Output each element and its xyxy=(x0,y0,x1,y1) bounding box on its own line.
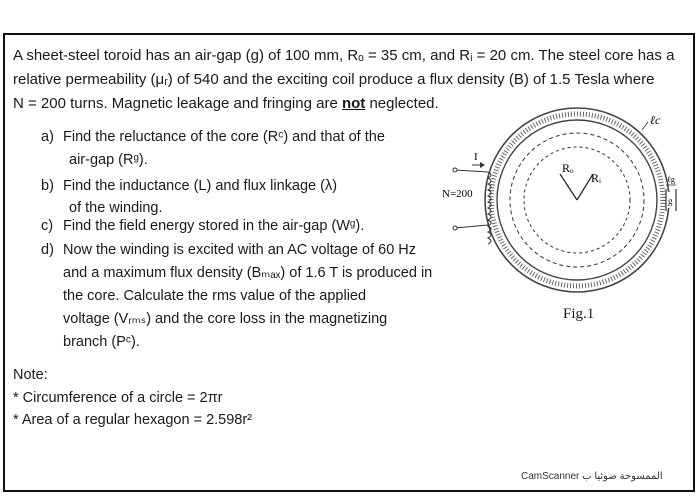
question-b xyxy=(41,176,337,196)
terminal-top xyxy=(453,168,457,172)
question-b-line-2: of the winding. xyxy=(69,200,163,216)
ro-label: Rₒ xyxy=(562,161,574,175)
camscanner-watermark: CamScanner الممسوحة ضوئيا ب xyxy=(521,471,663,482)
note-item-2: * Area of a regular hexagon = 2.598r² xyxy=(13,412,253,428)
current-arrowhead xyxy=(480,162,485,168)
intro-line-3 xyxy=(13,94,439,114)
turns-label: N=200 xyxy=(442,188,473,200)
question-d-line-3: the core. Calculate the rms value of the applied xyxy=(63,288,367,304)
radius-ro xyxy=(560,174,577,200)
question-d-line-1: Now the winding is excited with an AC voltage of 60 Hz xyxy=(63,242,417,258)
lead-top xyxy=(455,170,488,172)
question-d xyxy=(41,240,416,260)
lc-label: ℓc xyxy=(650,113,661,127)
intro-line-1: A sheet-steel toroid has an air-gap (g) of 100 mm, Rₒ = 35 cm, and Rᵢ = 20 cm. The steel core has a xyxy=(13,47,675,64)
question-d-line-2: and a maximum flux density (Bₘₐₓ) of 1.6 T is produced in xyxy=(63,265,433,281)
question-d-line-4: voltage (Vᵣₘₛ) and the core loss in the magnetizing xyxy=(63,311,388,327)
lc-leader xyxy=(642,122,648,130)
question-a-label: a) xyxy=(41,129,54,145)
question-a-line-2: air-gap (Rᵍ). xyxy=(69,152,148,168)
g-label: g xyxy=(668,196,673,206)
not-emphasis: not xyxy=(341,95,366,112)
note-item-1: * Circumference of a circle = 2πr xyxy=(13,390,223,406)
intro-line-2: relative permeability (μᵣ) of 540 and the exciting coil produce a flux density (B) of 1.5 Tesla where xyxy=(13,71,655,88)
question-c-label: c) xyxy=(41,218,54,234)
question-d-label: d) xyxy=(41,242,54,258)
question-a-line-1: Find the reluctance of the core (Rᶜ) and that of the xyxy=(63,129,385,145)
terminal-bottom xyxy=(453,226,457,230)
figure-caption: Fig.1 xyxy=(563,306,595,322)
toroid-figure xyxy=(430,100,692,300)
question-c xyxy=(41,216,364,236)
note-title: Note: xyxy=(13,367,48,383)
question-b-line-1: Find the inductance (L) and flux linkage (λ) xyxy=(63,178,338,194)
question-b-label: b) xyxy=(41,178,54,194)
intro-line-3-end: neglected. xyxy=(365,95,439,112)
question-a xyxy=(41,127,385,147)
intro-line-3-text: N = 200 turns. Magnetic leakage and fringing are xyxy=(13,95,342,112)
question-c-line-1: Find the field energy stored in the air-gap (Wᵍ). xyxy=(63,218,365,234)
question-d-line-5: branch (Pᶜ). xyxy=(63,334,140,350)
lg-label: ℓg xyxy=(667,175,675,184)
current-label: I xyxy=(474,151,478,163)
lead-bottom xyxy=(455,225,488,228)
ri-label: Rᵢ xyxy=(591,171,601,185)
